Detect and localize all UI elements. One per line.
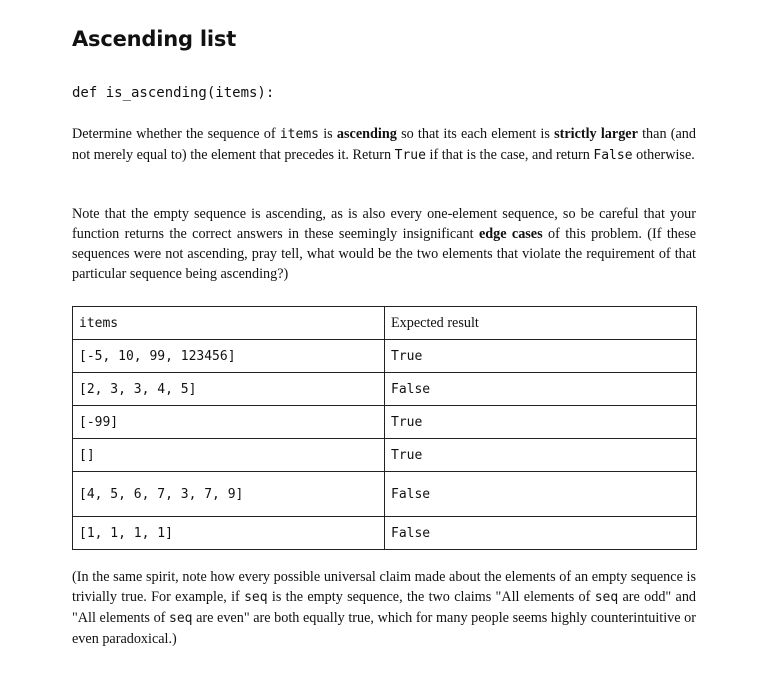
description-paragraph: Determine whether the sequence of items is ascending so that its each element is strictly larger than (and not merely equal to) the element that precedes it. Return True if that is the case, and return False otherwise.	[72, 126, 696, 163]
table-row	[73, 517, 697, 550]
expected-cell: False	[385, 517, 697, 550]
items-cell: [4, 5, 6, 7, 3, 7, 9]	[73, 472, 385, 517]
expected-cell: False	[385, 373, 697, 406]
function-signature: def is_ascending(items):	[72, 85, 275, 101]
header-items: items	[73, 307, 385, 340]
items-cell: [-5, 10, 99, 123456]	[73, 340, 385, 373]
table-row	[73, 340, 697, 373]
edge-case-note-paragraph: Note that the empty sequence is ascending, as is also every one-element sequence, so be careful that your function returns the correct answers in these seemingly insignificant edge cases of this problem. (If these sequences were not ascending, pray tell, what would be the two elements that violate the requirement of that particular sequence being ascending?)	[72, 206, 697, 282]
closing-note-paragraph: (In the same spirit, note how every possible universal claim made about the elements of an empty sequence is trivially true. For example, if seq is the empty sequence, the two claims "All elements of seq are odd" and "All elements of seq are even" are both equally true, which for many people seems highly counterintuitive or even paradoxical.)	[72, 569, 697, 647]
table-row	[73, 439, 697, 472]
expected-cell: True	[385, 340, 697, 373]
items-cell: []	[73, 439, 385, 472]
table-header-row	[73, 307, 697, 340]
expected-cell: True	[385, 439, 697, 472]
items-cell: [2, 3, 3, 4, 5]	[73, 373, 385, 406]
items-cell: [-99]	[73, 406, 385, 439]
items-cell: [1, 1, 1, 1]	[73, 517, 385, 550]
examples-table	[72, 306, 697, 550]
table-row	[73, 406, 697, 439]
header-expected-result: Expected result	[385, 307, 697, 340]
table-row	[73, 373, 697, 406]
table-row	[73, 472, 697, 517]
expected-cell: False	[385, 472, 697, 517]
page-title: Ascending list	[72, 27, 237, 51]
expected-cell: True	[385, 406, 697, 439]
